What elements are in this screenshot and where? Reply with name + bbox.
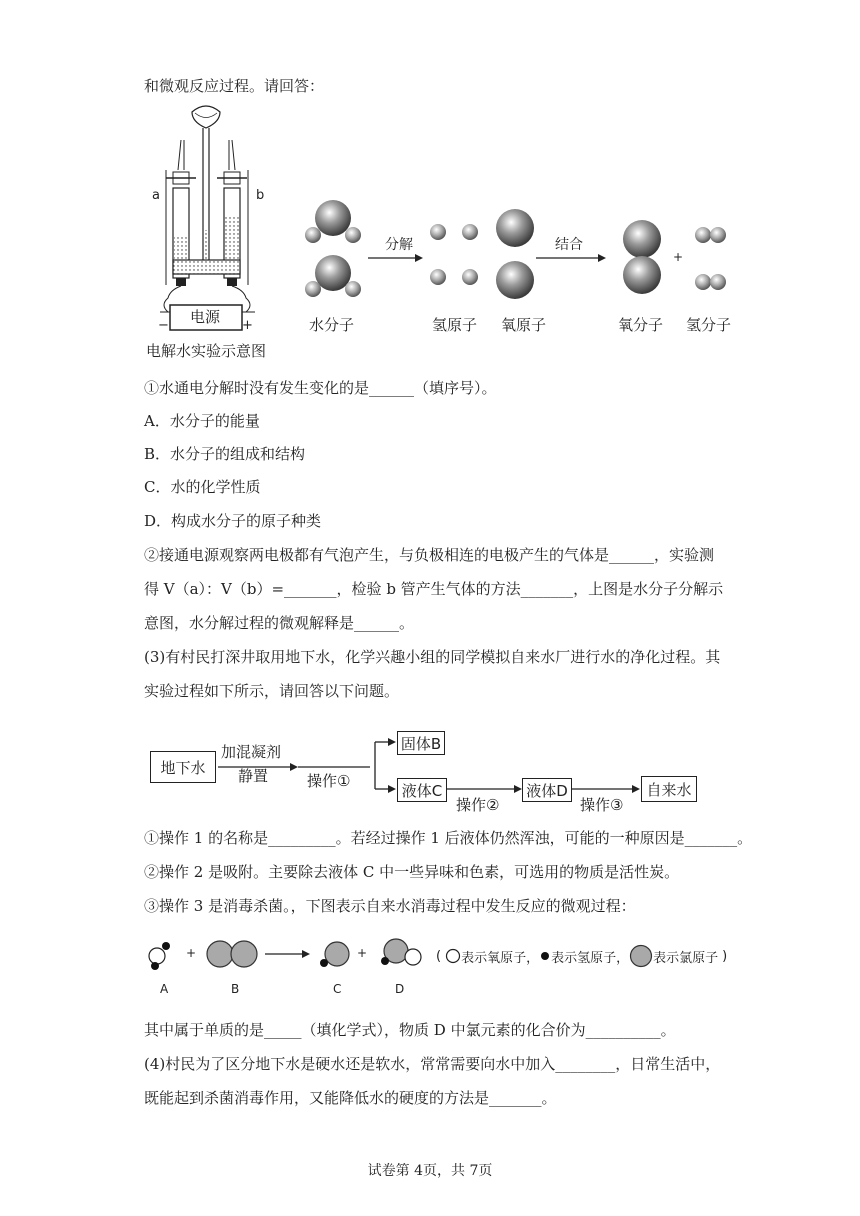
reaction-letter-b: B <box>231 982 240 996</box>
legend-oxygen: 表示氧原子， <box>461 950 540 966</box>
step1-settle-label: 静置 <box>238 767 269 785</box>
disinfection-reaction-figure <box>140 930 440 980</box>
reaction-letter-d: D <box>395 982 405 996</box>
legend-open-paren: ( <box>436 948 442 964</box>
reaction-legend <box>436 944 727 968</box>
oxygen-molecule-label: 氧分子 <box>618 316 664 334</box>
q1-option-a: A．水分子的能量 <box>144 412 260 430</box>
hydrogen-atom-label: 氢原子 <box>432 316 478 334</box>
groundwater-box: 地下水 <box>150 751 216 783</box>
combine-label: 结合 <box>555 237 583 253</box>
liquid-d-box: 液体D <box>522 778 572 802</box>
operation-1-label: 操作① <box>307 772 351 790</box>
step1-coagulant-label: 加混凝剂 <box>221 743 282 761</box>
reaction-plus-1: + <box>186 946 197 960</box>
q3-item1: ①操作 1 的名称是_________。若经过操作 1 后液体仍然浑浊，可能的一种原因是_______。 <box>144 829 753 847</box>
q3-last: 其中属于单质的是_____（填化学式），物质 D 中氯元素的化合价为__________。 <box>144 1021 676 1039</box>
power-source-label: 电源 <box>190 308 221 326</box>
q1-stem: ①水通电分解时没有发生变化的是______（填序号）。 <box>144 379 497 397</box>
q2-line1: ②接通电源观察两电极都有气泡产生，与负极相连的电极产生的气体是______，实验测 <box>144 546 715 564</box>
tap-water-box: 自来水 <box>641 776 697 802</box>
q3-line1: (3)有村民打深井取用地下水，化学兴趣小组的同学模拟自来水厂进行水的净化过程。其 <box>144 648 721 666</box>
q3-line2: 实验过程如下所示，请回答以下问题。 <box>144 682 400 700</box>
reaction-plus-2: + <box>357 946 368 960</box>
q1-option-c: C．水的化学性质 <box>144 478 261 496</box>
reaction-letter-a: A <box>160 982 169 996</box>
chlorine-atom-swatch <box>629 944 653 968</box>
operation-3-label: 操作③ <box>580 796 624 814</box>
electrolysis-caption: 电解水实验示意图 <box>146 342 267 360</box>
reaction-letter-c: C <box>333 982 342 996</box>
q1-option-d: D．构成水分子的原子种类 <box>144 512 322 530</box>
solid-b-box: 固体B <box>397 731 445 755</box>
q2-line2: 得 V（a）：V（b）=_______，检验 b 管产生气体的方法_______，上图是水分子分解示 <box>144 580 724 598</box>
q4-line1: (4)村民为了区分地下水是硬水还是软水，常常需要向水中加入________，日常生活中， <box>144 1055 721 1073</box>
q2-line3: 意图，水分解过程的微观解释是______。 <box>144 614 415 632</box>
operation-2-label: 操作② <box>456 796 500 814</box>
oxygen-atom-label: 氧原子 <box>501 316 547 334</box>
q1-option-b: B．水分子的组成和结构 <box>144 445 306 463</box>
legend-chlorine: 表示氯原子 <box>653 950 719 966</box>
molecule-plus-sign: + <box>673 250 684 264</box>
water-molecule-label: 水分子 <box>309 316 355 334</box>
negative-terminal-label: − <box>158 318 169 333</box>
tube-a-label: a <box>152 188 160 203</box>
q4-line2: 既能起到杀菌消毒作用，又能降低水的硬度的方法是_______。 <box>144 1089 557 1107</box>
legend-close-paren: ) <box>722 948 728 964</box>
q3-item2: ②操作 2 是吸附。主要除去液体 C 中一些异味和色素，可选用的物质是活性炭。 <box>144 863 680 881</box>
hydrogen-molecule-label: 氢分子 <box>686 316 732 334</box>
page-footer: 试卷第 4页，共 7页 <box>367 1163 493 1179</box>
oxygen-atom-swatch <box>445 948 461 964</box>
positive-terminal-label: + <box>242 318 253 333</box>
liquid-c-box: 液体C <box>397 778 447 802</box>
hydrogen-atom-swatch <box>539 950 551 962</box>
decompose-label: 分解 <box>385 237 413 253</box>
tube-b-label: b <box>256 188 265 203</box>
intro-line: 和微观反应过程。请回答： <box>144 77 325 95</box>
legend-hydrogen: 表示氢原子， <box>551 950 630 966</box>
q3-item3: ③操作 3 是消毒杀菌。，下图表示自来水消毒过程中发生反应的微观过程： <box>144 897 636 915</box>
